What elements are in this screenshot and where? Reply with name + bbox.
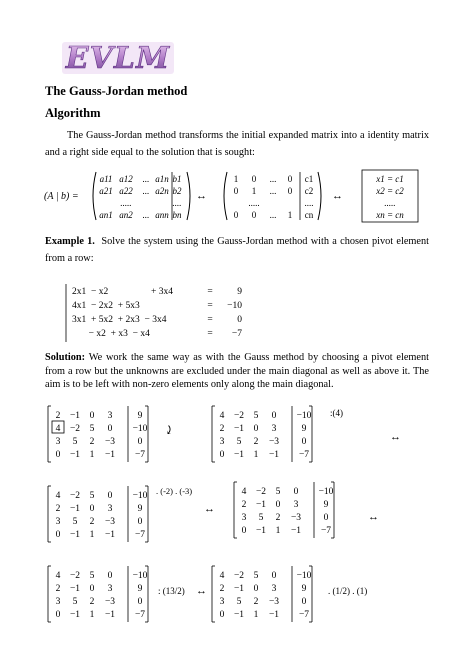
matrix-entry: .....	[120, 198, 132, 208]
equation-sign: =	[207, 315, 213, 325]
matrix-entry: x2 = c2	[376, 186, 404, 196]
matrix-entry: 5	[89, 491, 95, 501]
matrix-entry: 0	[253, 424, 259, 434]
equation-lhs: 2x1 − x2 + 3x4	[72, 287, 173, 297]
matrix-entry: 0	[241, 526, 247, 536]
matrix-entry: 3	[55, 437, 61, 447]
matrix-entry: 0	[323, 513, 329, 523]
matrix-entry: 4	[55, 491, 61, 501]
matrix-entry: −1	[69, 530, 81, 540]
matrix-entry: 0	[275, 500, 281, 510]
matrix-entry: −10	[318, 487, 334, 497]
equation-rhs: 9	[237, 287, 242, 297]
matrix-entry: 5	[72, 517, 78, 527]
matrix-entry: 1	[253, 450, 259, 460]
matrix-entry: a2n	[155, 186, 169, 196]
matrix-entry: .....	[384, 198, 396, 208]
equation-rhs: 0	[237, 315, 242, 325]
matrix-entry: −2	[69, 571, 81, 581]
solution-label: Solution:	[45, 352, 86, 363]
matrix-entry: ....	[172, 198, 182, 208]
solution-paragraph	[45, 351, 429, 392]
matrix-entry: 0	[107, 491, 113, 501]
matrix-entry: −2	[233, 571, 245, 581]
equation-system	[62, 282, 262, 346]
arrow-step: ↔	[368, 511, 379, 523]
arrow-2: ↔	[332, 190, 343, 202]
matrix-entry: 0	[55, 450, 61, 460]
matrix-entry: bn	[172, 210, 182, 220]
matrix-entry: −7	[134, 530, 146, 540]
matrix-entry: b1	[172, 174, 182, 184]
swap-arrow: ⤸	[164, 423, 175, 437]
matrix-entry: 4	[55, 571, 61, 581]
matrix-entry: 1	[89, 450, 95, 460]
matrix-entry: −7	[134, 450, 146, 460]
matrix-entry: 2	[219, 584, 225, 594]
equation-sign: =	[207, 287, 213, 297]
matrix-entry: −10	[132, 491, 148, 501]
matrix-entry: −7	[320, 526, 332, 536]
matrix-entry: −1	[69, 450, 81, 460]
step-note: . (1/2) . (1)	[328, 586, 368, 596]
matrix-entry: 5	[89, 571, 95, 581]
matrix-entry: a1n	[155, 174, 169, 184]
matrix-entry: 5	[236, 597, 242, 607]
matrix-entry: −2	[233, 411, 245, 421]
matrix-entry: 2	[219, 424, 225, 434]
section-title: The Gauss-Jordan method	[45, 84, 188, 98]
equation-sign: =	[207, 301, 213, 311]
matrix-entry: 5	[253, 411, 259, 421]
matrix-entry: ...	[269, 186, 277, 196]
matrix-entry: −10	[132, 571, 148, 581]
matrix-entry: 0	[137, 517, 143, 527]
matrix-entry: 0	[251, 210, 257, 220]
matrix-entry: 3	[55, 597, 61, 607]
matrix-entry: 5	[72, 437, 78, 447]
matrix-entry: −1	[233, 424, 245, 434]
matrix-entry: ...	[142, 186, 150, 196]
matrix-entry: x1 = c1	[376, 174, 404, 184]
matrix-entry: 3	[107, 504, 113, 514]
matrix-entry: −1	[104, 450, 116, 460]
matrix-entry: 0	[271, 411, 277, 421]
matrix-entry: a12	[119, 174, 133, 184]
subsection-title: Algorithm	[45, 106, 101, 120]
matrix-entry: 5	[236, 437, 242, 447]
matrix-entry: 5	[253, 571, 259, 581]
matrix-entry: −1	[255, 500, 267, 510]
matrix-entry: a21	[99, 186, 113, 196]
matrix-entry: −1	[233, 610, 245, 620]
matrix-entry: −1	[104, 530, 116, 540]
matrix-entry: 4	[219, 411, 225, 421]
matrix-entry: 1	[89, 610, 95, 620]
matrix-entry: 0	[233, 186, 239, 196]
matrix-entry: 4	[241, 487, 247, 497]
matrix-entry: an1	[99, 210, 113, 220]
matrix-entry: 9	[323, 500, 329, 510]
example-text: Solve the system using the Gauss-Jordan method with a chosen pivot element from a row:	[45, 236, 429, 264]
matrix-entry: −3	[104, 597, 116, 607]
matrix-entry: −10	[296, 411, 312, 421]
matrix-entry: −1	[69, 411, 81, 421]
matrix-entry: 0	[287, 174, 293, 184]
matrix-entry: ...	[269, 210, 277, 220]
matrix-entry: ...	[142, 210, 150, 220]
evlm-logo	[62, 38, 174, 78]
matrix-entry: −3	[104, 437, 116, 447]
step-note: . (-2) . (-3)	[156, 486, 193, 496]
matrix-entry: −1	[268, 450, 280, 460]
matrix-entry: 0	[233, 210, 239, 220]
matrix-entry: −10	[296, 571, 312, 581]
matrix-entry: 1	[253, 610, 259, 620]
matrix-entry: ....	[304, 198, 314, 208]
matrix-entry: −7	[298, 610, 310, 620]
matrix-entry: 0	[251, 174, 257, 184]
matrix-entry: a11	[99, 174, 113, 184]
matrix-entry: 0	[219, 610, 225, 620]
matrix-step-1	[56, 411, 148, 460]
equation-rhs: −10	[227, 301, 242, 311]
arrow-step: ↔	[390, 431, 401, 443]
matrix-entry: −1	[69, 584, 81, 594]
matrix-entry: 4	[219, 571, 225, 581]
example-label: Example 1.	[45, 236, 95, 247]
example-paragraph	[45, 233, 429, 267]
matrix-step-6	[220, 571, 312, 620]
matrix-entry: 2	[55, 411, 61, 421]
matrix-entry: 0	[301, 597, 307, 607]
matrix-entry: a22	[119, 186, 133, 196]
matrix-entry: 3	[271, 424, 277, 434]
matrix-entry: c2	[304, 186, 314, 196]
matrix-entry: 0	[271, 571, 277, 581]
matrix-entry: 2	[241, 500, 247, 510]
matrix-entry: −1	[69, 610, 81, 620]
matrix-entry: 5	[258, 513, 264, 523]
matrix-entry: 0	[55, 530, 61, 540]
matrix-entry: −7	[134, 610, 146, 620]
matrix-entry: 1	[251, 186, 257, 196]
equation-sign: =	[207, 329, 213, 339]
matrix-entry: 0	[107, 424, 113, 434]
matrix-entry: −1	[290, 526, 302, 536]
matrix-entry: xn = cn	[376, 210, 404, 220]
matrix-entry: 1	[89, 530, 95, 540]
gauss-jordan-steps	[44, 402, 444, 664]
matrix-entry: an2	[119, 210, 133, 220]
step-note: :(4)	[330, 408, 343, 418]
matrix-entry: 2	[253, 597, 259, 607]
matrix-entry: 1	[275, 526, 281, 536]
matrix-entry: 1	[287, 210, 293, 220]
matrix-entry: −3	[268, 597, 280, 607]
matrix-entry: 0	[137, 597, 143, 607]
algorithm-equation	[44, 166, 444, 226]
equation-rhs: −7	[231, 329, 242, 339]
matrix-entry: 2	[275, 513, 281, 523]
matrix-entry: −1	[104, 610, 116, 620]
matrix-entry: 2	[89, 437, 95, 447]
matrix-entry: 0	[137, 437, 143, 447]
matrix-entry: 2	[253, 437, 259, 447]
matrix-entry: −2	[69, 424, 81, 434]
matrix-entry: 3	[293, 500, 299, 510]
matrix-entry: 0	[89, 411, 95, 421]
matrix-step-2	[220, 411, 312, 460]
matrix-entry: 3	[107, 411, 113, 421]
matrix-entry: −1	[268, 610, 280, 620]
matrix-entry: −1	[69, 504, 81, 514]
matrix-entry: −3	[104, 517, 116, 527]
matrix-entry: b2	[172, 186, 182, 196]
matrix-entry: 9	[137, 584, 143, 594]
matrix-entry: 5	[89, 424, 95, 434]
matrix-entry: −3	[268, 437, 280, 447]
matrix-entry: 9	[137, 504, 143, 514]
equation-lhs: 3x1 + 5x2 + 2x3 − 3x4	[72, 315, 167, 325]
matrix-entry: 0	[301, 437, 307, 447]
matrix-entry: 3	[107, 584, 113, 594]
matrix-entry: .....	[248, 198, 260, 208]
matrix-entry: 4	[55, 424, 61, 434]
matrix-entry: ...	[142, 174, 150, 184]
arrow-1: ↔	[196, 190, 207, 202]
matrix-entry: 2	[55, 584, 61, 594]
matrix-entry: −7	[298, 450, 310, 460]
matrix-entry: 9	[301, 424, 307, 434]
matrix-step-5	[56, 571, 148, 620]
matrix-entry: 0	[55, 610, 61, 620]
matrix-entry: 2	[89, 517, 95, 527]
intro-paragraph: The Gauss-Jordan method transforms the initial expanded matrix into a identity matrix and a right side equal to the solution that is sought:	[45, 130, 429, 158]
matrix-entry: 9	[301, 584, 307, 594]
matrix-entry: −1	[233, 450, 245, 460]
matrix-step-4	[242, 487, 334, 536]
matrix-entry: −3	[290, 513, 302, 523]
matrix-entry: 5	[72, 597, 78, 607]
matrix-entry: 0	[253, 584, 259, 594]
matrix-entry: 0	[293, 487, 299, 497]
matrix-entry: 0	[89, 584, 95, 594]
arrow-step: ↔	[196, 585, 207, 597]
matrix-entry: 0	[219, 450, 225, 460]
matrix-entry: −10	[132, 424, 148, 434]
matrix-entry: 2	[89, 597, 95, 607]
matrix-entry: ann	[155, 210, 169, 220]
matrix-entry: 2	[55, 504, 61, 514]
arrow-step: ↔	[204, 503, 215, 515]
matrix-entry: −1	[255, 526, 267, 536]
matrix-entry: 0	[89, 504, 95, 514]
matrix-entry: cn	[304, 210, 314, 220]
matrix-step-3	[56, 491, 148, 540]
matrix-entry: 3	[271, 584, 277, 594]
equation-lhs: 4x1 − 2x2 + 5x3	[72, 301, 140, 311]
matrix-entry: 5	[275, 487, 281, 497]
matrix-entry: 3	[219, 597, 225, 607]
matrix-entry: 3	[55, 517, 61, 527]
eq-lhs: (A | b) =	[44, 191, 79, 202]
step-note: : (13/2)	[158, 586, 185, 596]
matrix-entry: 3	[219, 437, 225, 447]
matrix-entry: −1	[233, 584, 245, 594]
matrix-entry: −2	[255, 487, 267, 497]
solution-text: We work the same way as with the Gauss method by choosing a pivot element from a row but the unknowns are excluded under the main diagonal as well as above it. The aim is to be left with non-zero elements only along the main diagonal.	[45, 352, 429, 390]
matrix-entry: ...	[269, 174, 277, 184]
matrix-entry: −2	[69, 491, 81, 501]
matrix-entry: 0	[287, 186, 293, 196]
matrix-entry: 9	[137, 411, 143, 421]
matrix-entry: 3	[241, 513, 247, 523]
matrix-entry: c1	[304, 174, 314, 184]
svg-text:EVLM: EVLM	[65, 41, 171, 76]
matrix-entry: 1	[233, 174, 239, 184]
equation-lhs: − x2 + x3 − x4	[72, 329, 150, 339]
matrix-entry: 0	[107, 571, 113, 581]
